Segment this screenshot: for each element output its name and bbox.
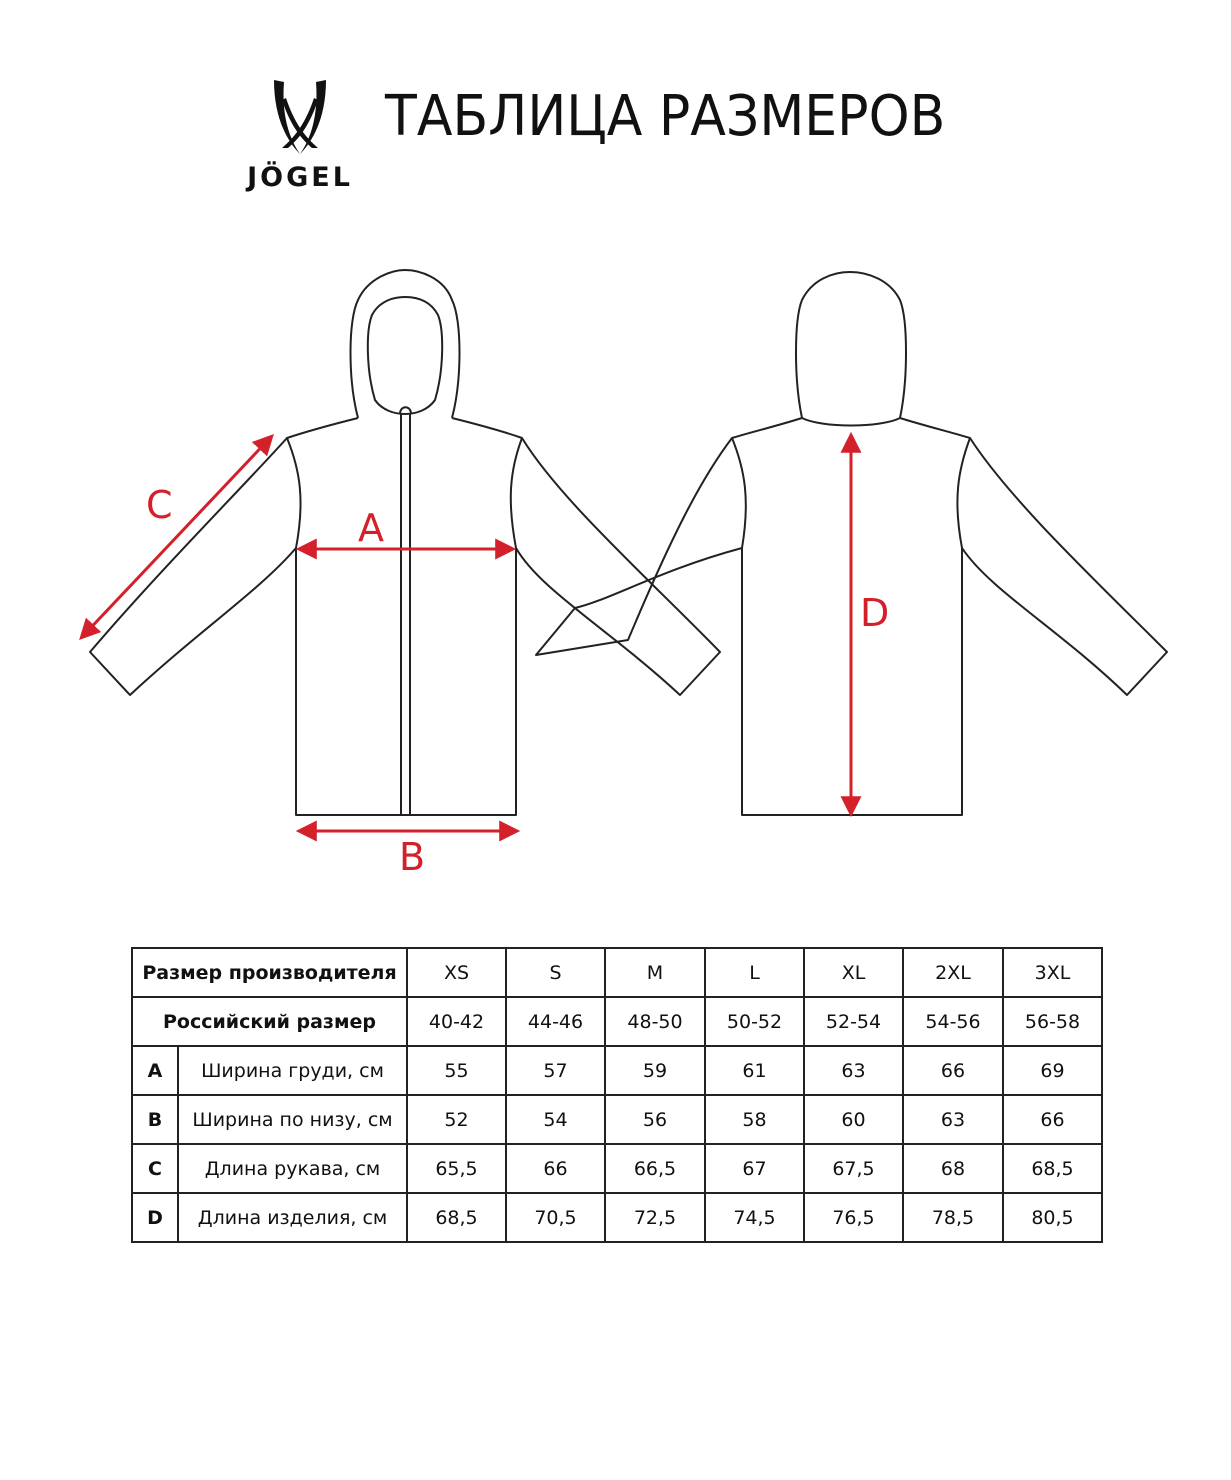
label-c: C (146, 483, 173, 527)
value-cell: 52 (407, 1095, 506, 1144)
size-cell: L (705, 948, 804, 997)
value-cell: 70,5 (506, 1193, 605, 1242)
russian-size-cell: 44-46 (506, 997, 605, 1046)
dimension-arrows (82, 436, 851, 831)
row-label: Ширина по низу, см (178, 1095, 407, 1144)
value-cell: 67,5 (804, 1144, 903, 1193)
brand-name: JÖGEL (247, 162, 353, 193)
value-cell: 74,5 (705, 1193, 804, 1242)
row-letter: B (132, 1095, 178, 1144)
row-letter: C (132, 1144, 178, 1193)
russian-size-cell: 52-54 (804, 997, 903, 1046)
row-label: Длина рукава, см (178, 1144, 407, 1193)
value-cell: 66,5 (605, 1144, 705, 1193)
russian-size-cell: 56-58 (1003, 997, 1102, 1046)
label-d: D (860, 591, 890, 635)
size-cell: 3XL (1003, 948, 1102, 997)
jacket-front (90, 270, 720, 815)
table-row-manufacturer-size (132, 948, 1102, 997)
row-letter: D (132, 1193, 178, 1242)
row-letter: A (132, 1046, 178, 1095)
value-cell: 61 (705, 1046, 804, 1095)
size-table (131, 947, 1103, 1243)
value-cell: 68,5 (407, 1193, 506, 1242)
table-row-d (132, 1193, 1102, 1242)
value-cell: 68,5 (1003, 1144, 1102, 1193)
value-cell: 66 (903, 1046, 1003, 1095)
label-b: B (399, 835, 426, 879)
arrow-c (82, 437, 271, 637)
value-cell: 76,5 (804, 1193, 903, 1242)
size-cell: XS (407, 948, 506, 997)
value-cell: 55 (407, 1046, 506, 1095)
russian-size-cell: 40-42 (407, 997, 506, 1046)
label-a: A (358, 506, 384, 550)
value-cell: 80,5 (1003, 1193, 1102, 1242)
value-cell: 63 (903, 1095, 1003, 1144)
value-cell: 59 (605, 1046, 705, 1095)
brand-logo-mark (272, 78, 328, 158)
value-cell: 60 (804, 1095, 903, 1144)
row-label: Длина изделия, см (178, 1193, 407, 1242)
page-title: ТАБЛИЦА РАЗМЕРОВ (385, 84, 946, 149)
value-cell: 69 (1003, 1046, 1102, 1095)
table-row-b (132, 1095, 1102, 1144)
size-cell: XL (804, 948, 903, 997)
brand-logo (238, 78, 362, 198)
value-cell: 58 (705, 1095, 804, 1144)
jacket-diagrams (0, 240, 1231, 900)
value-cell: 63 (804, 1046, 903, 1095)
value-cell: 68 (903, 1144, 1003, 1193)
value-cell: 54 (506, 1095, 605, 1144)
size-cell: 2XL (903, 948, 1003, 997)
table-row-a (132, 1046, 1102, 1095)
size-cell: S (506, 948, 605, 997)
table-row-c (132, 1144, 1102, 1193)
value-cell: 57 (506, 1046, 605, 1095)
table-row-russian-size (132, 997, 1102, 1046)
value-cell: 66 (1003, 1095, 1102, 1144)
manufacturer-size-label: Размер производителя (132, 948, 407, 997)
size-cell: M (605, 948, 705, 997)
russian-size-cell: 54-56 (903, 997, 1003, 1046)
russian-size-cell: 50-52 (705, 997, 804, 1046)
russian-size-cell: 48-50 (605, 997, 705, 1046)
row-label: Ширина груди, см (178, 1046, 407, 1095)
russian-size-label: Российский размер (132, 997, 407, 1046)
value-cell: 56 (605, 1095, 705, 1144)
value-cell: 66 (506, 1144, 605, 1193)
value-cell: 65,5 (407, 1144, 506, 1193)
value-cell: 67 (705, 1144, 804, 1193)
value-cell: 78,5 (903, 1193, 1003, 1242)
value-cell: 72,5 (605, 1193, 705, 1242)
